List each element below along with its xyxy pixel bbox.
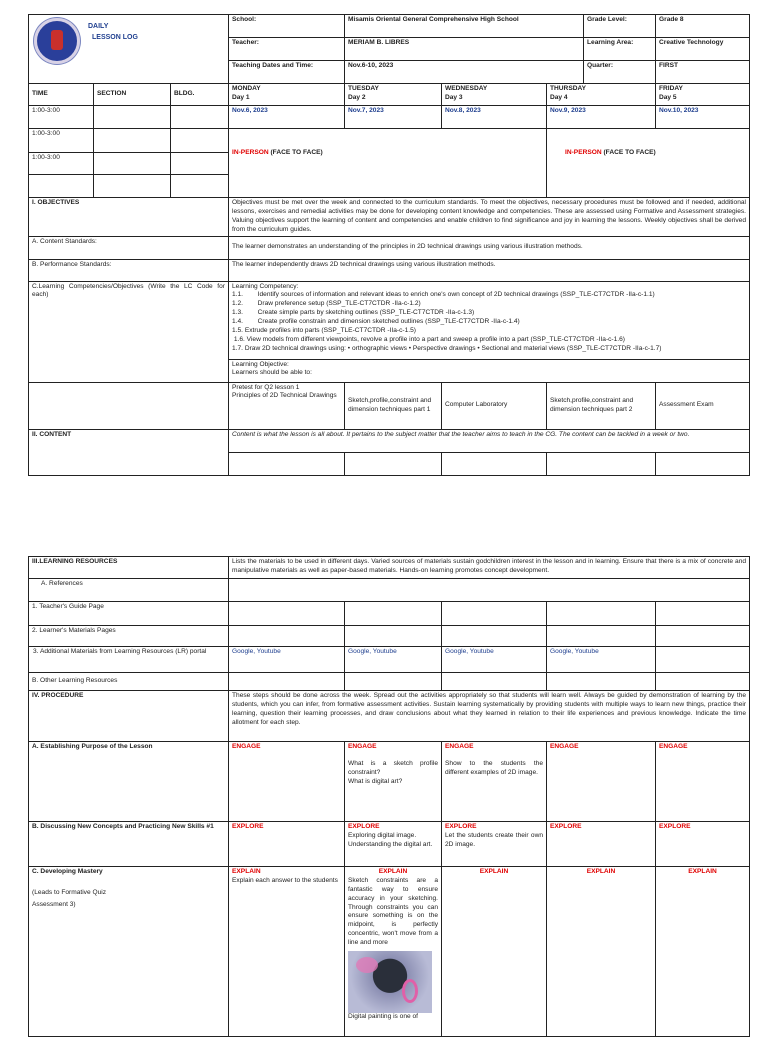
objectives-text: Objectives must be met over the week and connected to the curriculum standards. To meet the objectives, necessary procedures must be followed and if needed, additional lessons, exercises and remedial activities may be done for developing content knowledge and competencies. These are assessed using Formative and Assessment strategies. Valuing objectives support the learning of content and competencies and enable children to find significance and joy in learning the lessons. Weekly objectives shall be derived from the curriculum guides. [229, 198, 750, 237]
engage-cell: ENGAGE [656, 742, 750, 822]
cell [442, 626, 547, 647]
bldg-header: BLDG. [171, 84, 229, 106]
content-cell [442, 452, 547, 475]
teacher-value: MERIAM B. LIBRES [345, 38, 584, 61]
cell [229, 626, 345, 647]
resource-link[interactable]: Google, Youtube [442, 647, 547, 673]
date-cell: Nov.7, 2023 [345, 106, 442, 129]
resources-label: III.LEARNING RESOURCES [29, 557, 229, 579]
logo-cell [29, 15, 229, 84]
resources-text: Lists the materials to be used in different days. Varied sources of materials sustain godchildren interest in the lesson and in learning. Ensure that there is a mix of concrete and manipulative materials as well as paper-based materials. Hands-on learning promotes concept development. [229, 557, 750, 579]
mode-cell: IN-PERSON (FACE TO FACE) [547, 129, 750, 198]
date-cell: Nov.8, 2023 [442, 106, 547, 129]
explore-cell: EXPLORE [547, 822, 656, 867]
new-concepts-label: B. Discussing New Concepts and Practicing New Skills #1 [29, 822, 229, 867]
area-label: Learning Area: [584, 38, 656, 61]
time-header: TIME [29, 84, 94, 106]
day-header: WEDNESDAY Day 3 [442, 84, 547, 106]
performance-standards-label: B. Performance Standards: [29, 259, 229, 281]
school-value: Misamis Oriental General Comprehensive High School [345, 15, 584, 38]
content-cell [656, 452, 750, 475]
section-cell [94, 175, 171, 198]
time-cell: 1:00-3:00 [29, 106, 94, 129]
time-cell: 1:00-3:00 [29, 153, 94, 175]
explain-cell: EXPLAIN Sketch constraints are a fantastic way to ensure accuracy in your sketching. Through constraints you can ensure something is on the midpoint, is perfectly concentric, won't move from a line and more Digital painting is one of [345, 867, 442, 1037]
explain-cell: EXPLAIN Explain each answer to the students [229, 867, 345, 1037]
date-cell: Nov.9, 2023 [547, 106, 656, 129]
cell [345, 626, 442, 647]
cell [656, 602, 750, 626]
day-header: MONDAY Day 1 [229, 84, 345, 106]
resource-link[interactable]: Google, Youtube [229, 647, 345, 673]
learning-objective: Learning Objective: Learners should be able to: [229, 359, 750, 382]
daily-topic: Sketch,profile,constraint and dimension techniques part 2 [547, 382, 656, 429]
cell [547, 626, 656, 647]
engage-cell: ENGAGE What is a sketch profile constraint? What is digital art? [345, 742, 442, 822]
bldg-cell [171, 175, 229, 198]
mode-cell: IN-PERSON (FACE TO FACE) [229, 129, 547, 198]
section-cell [94, 129, 171, 153]
day-header: TUESDAY Day 2 [345, 84, 442, 106]
resource-link[interactable]: Google, Youtube [345, 647, 442, 673]
engage-cell: ENGAGE Show to the students the different examples of 2D image. [442, 742, 547, 822]
competencies-label: C.Learning Competencies/Objectives (Write the LC Code for each) [29, 281, 229, 382]
schedule-objectives-table [28, 83, 750, 476]
dates-value: Nov.6-10, 2023 [345, 61, 584, 84]
procedure-text: These steps should be done across the week. Spread out the activities appropriately so that students will learn well. Always be guided by demonstration of learning by the students, which you can infer, from formative assessment activities. Sustain learning systematically by providing students with multiple ways to learn new things, practice their learning, question their learning processes, and draw conclusions about what they learned in relation to their life experiences and previous knowledge. Indicate the time allotment for each step. [229, 691, 750, 742]
cell [656, 673, 750, 691]
content-standards-text: The learner demonstrates an understanding of the principles in 2D technical drawings using various illustration methods. [229, 236, 750, 259]
other-resources-label: B. Other Learning Resources [29, 673, 229, 691]
resource-link[interactable]: Google, Youtube [547, 647, 656, 673]
engage-cell: ENGAGE [547, 742, 656, 822]
purpose-label: A. Establishing Purpose of the Lesson [29, 742, 229, 822]
cell [345, 602, 442, 626]
competencies-list: Learning Competency: 1.1. Identify sources of information and relevant ideas to enrich one's own concept of 2D technical drawings (SSP_TLE-CT7CTDR -IIa-c-1.1) 1.2. Draw preference setup (SSP_TLE-CT7CTDR -IIa-c-1.2) 1.3. Create simple parts by sketching outlines (SSP_TLE-CT7CTDR -IIa-c-1.3) 1.4. Create profile constrain and dimension sketched outlines (SSP_TLE-CT7CTDR -IIa-c-1.4) 1.5. Extrude profiles into parts (SSP_TLE-CT7CTDR -IIa-c-1.5) 1.6. View models from different viewpoints, revolve a profile into a part and sweep a profile into a part (SSP_TLE-CT7CTDR -IIa-c-1.6) 1.7. Draw 2D technical drawings using: • orthographic views • Perspective drawings • Sectional and material views (SSP_TLE-CT7CTDR -IIa-c-1.7) [229, 281, 750, 359]
engage-cell: ENGAGE [229, 742, 345, 822]
content-label: II. CONTENT [29, 429, 229, 475]
teachers-guide-label: 1. Teacher's Guide Page [29, 602, 229, 626]
explain-cell: EXPLAIN [656, 867, 750, 1037]
cell [442, 602, 547, 626]
section-cell [94, 153, 171, 175]
cell [229, 602, 345, 626]
procedure-label: IV. PROCEDURE [29, 691, 229, 742]
content-cell [229, 452, 345, 475]
resource-link [656, 647, 750, 673]
content-text: Content is what the lesson is all about. It pertains to the subject matter that the teacher aims to teach in the CG. The content can be tackled in a week or two. [229, 429, 750, 452]
cell [229, 673, 345, 691]
bldg-cell [171, 153, 229, 175]
dates-label: Teaching Dates and Time: [229, 61, 345, 84]
grade-label: Grade Level: [584, 15, 656, 38]
date-cell: Nov.6, 2023 [229, 106, 345, 129]
section-cell [94, 106, 171, 129]
daily-topic: Sketch,profile,constraint and dimension techniques part 1 [345, 382, 442, 429]
explain-cell: EXPLAIN [547, 867, 656, 1037]
explore-cell: EXPLORE Exploring digital image. Understanding the digital art. [345, 822, 442, 867]
daily-topic: Assessment Exam [656, 382, 750, 429]
document-title: DAILY LESSON LOG [88, 23, 138, 41]
references-label: A. References [29, 579, 229, 602]
digital-art-image [348, 951, 432, 1013]
objectives-label: I. OBJECTIVES [29, 198, 229, 237]
bldg-cell [171, 129, 229, 153]
explain-cell: EXPLAIN [442, 867, 547, 1037]
day-header: FRIDAY Day 5 [656, 84, 750, 106]
cell [547, 673, 656, 691]
daily-topic: Computer Laboratory [442, 382, 547, 429]
school-label: School: [229, 15, 345, 38]
cell [547, 602, 656, 626]
daily-topic: Pretest for Q2 lesson 1 Principles of 2D Technical Drawings [229, 382, 345, 429]
content-standards-label: A. Content Standards: [29, 236, 229, 259]
cell [656, 626, 750, 647]
cell [442, 673, 547, 691]
header-table [28, 14, 750, 84]
cell [345, 673, 442, 691]
topics-label-cell [29, 382, 229, 429]
content-cell [547, 452, 656, 475]
section-header: SECTION [94, 84, 171, 106]
quarter-label: Quarter: [584, 61, 656, 84]
day-header: THURSDAY Day 4 [547, 84, 656, 106]
date-cell: Nov.10, 2023 [656, 106, 750, 129]
learners-materials-label: 2. Learner's Materials Pages [29, 626, 229, 647]
area-value: Creative Technology [656, 38, 750, 61]
teacher-label: Teacher: [229, 38, 345, 61]
quarter-value: FIRST [656, 61, 750, 84]
additional-materials-label: 3. Additional Materials from Learning Resources (LR) portal [29, 647, 229, 673]
resources-procedure-table [28, 556, 750, 1037]
mastery-label: C. Developing Mastery (Leads to Formative Quiz Assessment 3) [29, 867, 229, 1037]
performance-standards-text: The learner independently draws 2D technical drawings using various illustration methods. [229, 259, 750, 281]
references-cell [229, 579, 750, 602]
content-cell [345, 452, 442, 475]
explore-cell: EXPLORE Let the students create their own 2D image. [442, 822, 547, 867]
explore-cell: EXPLORE [229, 822, 345, 867]
grade-value: Grade 8 [656, 15, 750, 38]
bldg-cell [171, 106, 229, 129]
time-cell [29, 175, 94, 198]
explore-cell: EXPLORE [656, 822, 750, 867]
time-cell: 1:00-3:00 [29, 129, 94, 153]
